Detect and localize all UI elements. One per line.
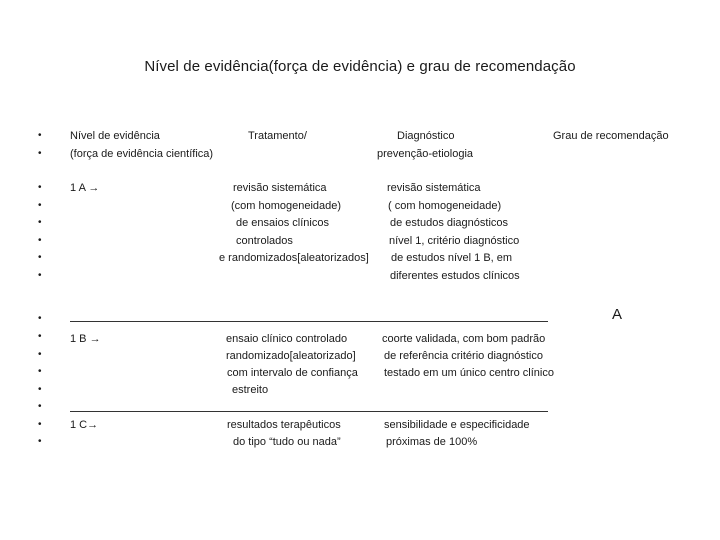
row-1b-diagnostic-line: testado em um único centro clínico [384,367,554,379]
row-1a-treatment-line: (com homogeneidade) [231,200,342,212]
bullet: • [38,270,42,281]
row-1a-diagnostic-line: de estudos nível 1 B, em [391,252,513,264]
bullet: • [38,349,42,360]
row-1a-diagnostic-line: diferentes estudos clínicos [390,270,520,282]
bullet: • [38,436,42,447]
bullet: • [38,235,42,246]
row-1b-treatment-line: estreito [232,384,269,396]
row-1c-treatment-line: do tipo “tudo ou nada” [233,436,341,448]
bullet-column [38,0,48,540]
header-recommendation: Grau de recomendação [553,130,669,142]
bullet: • [38,419,42,430]
row-1a-diagnostic-line: ( com homogeneidade) [388,200,502,212]
row-1b-diagnostic-line: coorte validada, com bom padrão [382,333,546,345]
row-1a-treatment-line: de ensaios clínicos [236,217,329,229]
header-level-line1: Nível de evidência [70,130,160,142]
row-divider [70,411,548,412]
row-1b-treatment-line: com intervalo de confiança [227,367,358,379]
row-1a-treatment-line: e randomizados[aleatorizados] [219,252,369,264]
bullet: • [38,130,42,141]
row-1c-level: 1 C→ [70,419,99,431]
row-1c-diagnostic-line: próximas de 100% [386,436,478,448]
bullet: • [38,217,42,228]
row-1b-diagnostic-line: de referência critério diagnóstico [384,350,543,362]
row-divider [70,321,548,322]
row-1a-diagnostic-line: de estudos diagnósticos [390,217,509,229]
recommendation-grade: A [612,306,623,323]
row-1a-diagnostic-line: nível 1, critério diagnóstico [389,235,520,247]
row-1b-treatment-line: randomizado[aleatorizado] [226,350,356,362]
row-1a-treatment-line: controlados [236,235,293,247]
bullet: • [38,182,42,193]
bullet: • [38,401,42,412]
row-1a-diagnostic-line: revisão sistemática [387,182,481,194]
header-treatment: Tratamento/ [248,130,307,142]
bullet: • [38,200,42,211]
bullet: • [38,148,42,159]
row-1b-treatment-line: ensaio clínico controlado [226,333,348,345]
bullet: • [38,331,42,342]
row-1c-diagnostic-line: sensibilidade e especificidade [384,419,530,431]
bullet: • [38,313,42,324]
row-1a-level: 1 A → [70,182,100,194]
row-1c-treatment-line: resultados terapêuticos [227,419,341,431]
row-1a-treatment-line: revisão sistemática [233,182,327,194]
header-diagnostic-line2: prevenção-etiologia [377,148,474,160]
bullet: • [38,384,42,395]
header-level-line2: (força de evidência científica) [70,148,214,160]
header-diagnostic-line1: Diagnóstico [397,130,455,142]
page-title: Nível de evidência(força de evidência) e grau de recomendação [144,58,576,75]
bullet: • [38,252,42,263]
row-1b-level: 1 B → [70,333,101,345]
bullet: • [38,366,42,377]
